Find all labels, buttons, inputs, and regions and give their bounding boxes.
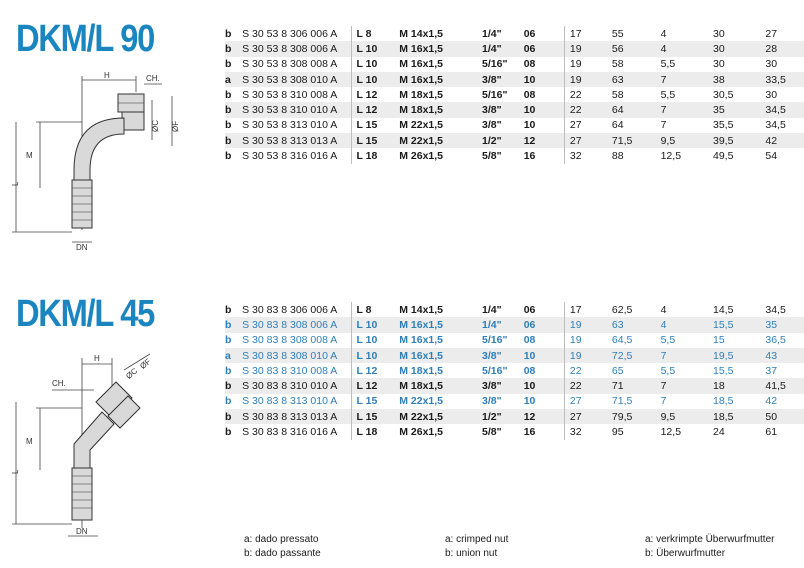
length-cell: 64,5 [611,334,633,347]
nut-type-cell: b [225,303,232,316]
thread-cell: M 22x1,5 [399,119,444,132]
h-cell: 18 [713,378,765,393]
inch-size-cell: 3/8" [482,378,524,393]
table-row [225,72,804,87]
thread-cell: M 18x1,5 [399,88,444,101]
length-cell: 71,5 [612,133,661,148]
dn-cell: 06 [524,317,565,332]
h-cell: 30 [713,41,765,56]
inch-size-cell: 5/16" [482,58,508,71]
ch-cell: 19 [564,41,612,56]
ch-cell: 17 [569,27,582,40]
bore-cell: 4 [661,41,713,56]
series-cell: L 12 [351,378,399,393]
table-row [225,424,804,439]
m-cell: 61 [765,426,778,439]
part-code-cell: S 30 83 8 313 010 A [242,394,351,409]
nut-type-cell: b [225,119,232,132]
length-cell: 71,5 [611,395,633,408]
bore-cell: 5,5 [660,88,676,101]
ch-cell: 27 [564,409,612,424]
thread-cell: M 18x1,5 [399,102,482,117]
fitting-90-drawing [12,70,192,250]
ch-cell: 22 [569,88,582,101]
h-cell: 30 [712,58,725,71]
series-cell: L 12 [351,102,399,117]
dim-f-label: ØF [171,120,180,132]
series-cell: L 10 [351,317,399,332]
h-cell: 35,5 [712,119,734,132]
table-row [225,394,804,409]
nut-type-cell: b [225,88,232,101]
h-cell: 35 [713,102,765,117]
dim-l-label: L [11,181,20,186]
inch-size-cell: 3/8" [482,72,524,87]
inch-size-cell: 3/8" [482,102,524,117]
dn-cell: 10 [524,394,565,409]
series-cell: L 18 [356,150,378,163]
nut-type-cell: b [225,364,232,377]
m-cell: 43 [765,348,804,363]
part-code-cell: S 30 83 8 306 006 A [242,302,351,317]
part-code-cell: S 30 83 8 310 010 A [242,378,351,393]
length-cell: 64 [611,119,624,132]
dn-cell: 10 [524,102,565,117]
ch-cell: 19 [569,58,582,71]
dim-dn-label: DN [76,243,88,252]
table-row [225,57,804,72]
series-cell: L 8 [356,303,372,316]
thread-cell: M 16x1,5 [399,317,482,332]
nut-type-cell: b [225,27,232,40]
bore-cell: 5,5 [660,364,676,377]
nut-type-cell: b [225,317,242,332]
inch-size-cell: 1/2" [482,409,524,424]
m-cell: 42 [765,133,804,148]
thread-cell: M 14x1,5 [399,303,444,316]
ch-cell: 22 [569,364,582,377]
bore-cell: 12,5 [660,426,682,439]
inch-size-cell: 3/8" [482,395,502,408]
length-cell: 56 [612,41,661,56]
table-row [225,41,804,56]
table-row [225,363,804,378]
series-cell: L 12 [356,364,378,377]
part-code-cell: S 30 83 8 308 008 A [242,333,351,348]
inch-size-cell: 3/8" [482,348,524,363]
length-cell: 88 [611,150,624,163]
bore-cell: 4 [660,27,667,40]
length-cell: 95 [611,426,624,439]
bore-cell: 7 [661,348,713,363]
table-row [225,333,804,348]
m-cell: 37 [765,364,778,377]
inch-size-cell: 3/8" [482,119,502,132]
m-cell: 34,5 [765,303,786,316]
m-cell: 28 [765,41,804,56]
thread-cell: M 18x1,5 [399,364,444,377]
m-cell: 34,5 [765,102,804,117]
h-cell: 14,5 [712,303,734,316]
table-row [225,409,804,424]
section-title-dkml-45: DKM/L 45 [16,293,154,335]
bore-cell: 7 [661,102,713,117]
table-row [225,348,804,363]
m-cell: 54 [765,150,778,163]
nut-type-cell: b [225,150,232,163]
m-cell: 42 [765,395,778,408]
thread-cell: M 26x1,5 [399,150,444,163]
legend-union-nut-it: b: dado passante [244,548,321,559]
dim-f-label-45: ØF [138,356,153,371]
bore-cell: 7 [661,72,713,87]
table-row [225,102,804,117]
dn-cell: 10 [524,348,565,363]
bore-cell: 12,5 [660,150,682,163]
series-cell: L 15 [351,133,399,148]
length-cell: 62,5 [611,303,633,316]
length-cell: 79,5 [612,409,661,424]
part-code-cell: S 30 53 8 308 006 A [242,41,351,56]
ch-cell: 22 [564,102,612,117]
series-cell: L 15 [356,395,378,408]
series-cell: L 10 [356,58,378,71]
legend-union-nut-en: b: union nut [445,548,498,559]
part-code-cell: S 30 53 8 310 010 A [242,102,351,117]
dim-m-label: M [26,151,33,160]
part-code-cell: S 30 83 8 313 013 A [242,409,351,424]
ch-cell: 22 [564,378,612,393]
part-code-cell: S 30 53 8 308 010 A [242,72,351,87]
ch-cell: 17 [569,303,582,316]
nut-type-cell: a [225,72,242,87]
length-cell: 63 [612,72,661,87]
part-code-cell: S 30 53 8 310 008 A [242,87,351,102]
series-cell: L 12 [356,88,378,101]
m-cell: 50 [765,409,804,424]
nut-type-cell: b [225,41,242,56]
legend-italian [244,533,321,561]
nut-type-cell: b [225,426,232,439]
table-row [225,302,804,317]
dn-cell: 08 [524,333,565,348]
thread-cell: M 22x1,5 [399,133,482,148]
m-cell: 34,5 [765,119,786,132]
series-cell: L 10 [351,348,399,363]
thread-cell: M 22x1,5 [399,409,482,424]
series-cell: L 8 [356,27,372,40]
inch-size-cell: 5/8" [482,150,502,163]
inch-size-cell: 5/16" [482,88,508,101]
h-cell: 15 [712,334,725,347]
table-row [225,133,804,148]
table-row [225,87,804,102]
part-code-cell: S 30 53 8 306 006 A [242,26,351,41]
thread-cell: M 14x1,5 [399,27,444,40]
dim-c-label: ØC [151,120,160,132]
thread-cell: M 16x1,5 [399,348,482,363]
bore-cell: 7 [661,378,713,393]
h-cell: 18,5 [712,395,734,408]
ch-cell: 19 [564,317,612,332]
h-cell: 24 [712,426,725,439]
dn-cell: 06 [524,41,565,56]
dn-cell: 08 [524,363,565,378]
bore-cell: 4 [661,317,713,332]
inch-size-cell: 5/16" [482,364,508,377]
dim-ch-label-45: CH. [52,379,66,388]
legend-crimped-nut-it: a: dado pressato [244,534,319,545]
m-cell: 33,5 [765,72,804,87]
thread-cell: M 16x1,5 [399,334,444,347]
length-cell: 58 [611,58,624,71]
dn-cell: 16 [524,148,565,163]
h-cell: 30,5 [712,88,734,101]
dim-c-label-45: ØC [124,366,140,381]
part-code-cell: S 30 53 8 313 010 A [242,118,351,133]
m-cell: 35 [765,317,804,332]
table-row [225,26,804,41]
thread-cell: M 22x1,5 [399,395,444,408]
length-cell: 71 [612,378,661,393]
length-cell: 64 [612,102,661,117]
length-cell: 63 [612,317,661,332]
m-cell: 30 [765,58,778,71]
m-cell: 41,5 [765,378,804,393]
fitting-45-drawing [12,350,192,540]
nut-type-cell: b [225,409,242,424]
m-cell: 27 [765,27,778,40]
bore-cell: 5,5 [660,58,676,71]
thread-cell: M 26x1,5 [399,426,444,439]
bore-cell: 9,5 [661,133,713,148]
nut-type-cell: b [225,102,242,117]
table-row [225,118,804,133]
dn-cell: 10 [524,118,565,133]
dim-ch-label: CH. [146,74,160,83]
dn-cell: 12 [524,133,565,148]
inch-size-cell: 1/4" [482,317,524,332]
dim-l-label-45: L [11,469,20,474]
ch-cell: 32 [569,150,582,163]
series-cell: L 10 [351,41,399,56]
dn-cell: 06 [524,302,565,317]
thread-cell: M 18x1,5 [399,378,482,393]
bore-cell: 9,5 [661,409,713,424]
spec-table-dkml-90 [225,26,804,164]
table-row [225,148,804,163]
ch-cell: 27 [564,133,612,148]
h-cell: 15,5 [712,364,734,377]
part-code-cell: S 30 83 8 308 006 A [242,317,351,332]
series-cell: L 15 [356,119,378,132]
legend-english [445,533,508,561]
dim-h-label: H [104,71,110,80]
series-cell: L 18 [356,426,378,439]
length-cell: 58 [611,88,624,101]
section-title-dkml-90: DKM/L 90 [16,18,154,60]
nut-type-cell: b [225,133,242,148]
thread-cell: M 16x1,5 [399,41,482,56]
part-code-cell: S 30 53 8 313 013 A [242,133,351,148]
dn-cell: 12 [524,409,565,424]
h-cell: 18,5 [713,409,765,424]
part-code-cell: S 30 83 8 316 016 A [242,424,351,439]
h-cell: 30 [712,27,725,40]
dim-dn-label-45: DN [76,527,88,536]
part-code-cell: S 30 83 8 310 008 A [242,363,351,378]
length-cell: 55 [611,27,624,40]
table-row [225,317,804,332]
nut-type-cell: b [225,378,242,393]
part-code-cell: S 30 53 8 316 016 A [242,148,351,163]
bore-cell: 5,5 [660,334,676,347]
inch-size-cell: 1/2" [482,133,524,148]
dn-cell: 08 [524,87,565,102]
inch-size-cell: 1/4" [482,41,524,56]
dim-h-label-45: H [94,354,100,363]
series-cell: L 15 [351,409,399,424]
bore-cell: 4 [660,303,667,316]
part-code-cell: S 30 53 8 308 008 A [242,57,351,72]
inch-size-cell: 5/16" [482,334,508,347]
h-cell: 39,5 [713,133,765,148]
inch-size-cell: 1/4" [482,27,502,40]
series-cell: L 10 [356,334,378,347]
dn-cell: 10 [524,378,565,393]
length-cell: 72,5 [612,348,661,363]
m-cell: 36,5 [765,334,786,347]
spec-table-dkml-45 [225,302,804,440]
table-row [225,378,804,393]
thread-cell: M 16x1,5 [399,72,482,87]
nut-type-cell: b [225,58,232,71]
thread-cell: M 16x1,5 [399,58,444,71]
dn-cell: 08 [524,57,565,72]
ch-cell: 19 [564,72,612,87]
h-cell: 19,5 [713,348,765,363]
legend-german [645,533,774,561]
ch-cell: 27 [569,119,582,132]
bore-cell: 7 [660,395,667,408]
length-cell: 65 [611,364,624,377]
ch-cell: 19 [564,348,612,363]
nut-type-cell: b [225,334,232,347]
legend-crimped-nut-en: a: crimped nut [445,534,509,545]
nut-type-cell: b [225,395,232,408]
dn-cell: 16 [524,424,565,439]
nut-type-cell: a [225,348,242,363]
part-code-cell: S 30 83 8 308 010 A [242,348,351,363]
h-cell: 15,5 [713,317,765,332]
inch-size-cell: 1/4" [482,303,502,316]
legend-union-nut-de: b: Überwurfmutter [645,548,726,559]
dim-m-label-45: M [26,437,33,446]
h-cell: 49,5 [712,150,734,163]
m-cell: 30 [765,88,778,101]
h-cell: 38 [713,72,765,87]
ch-cell: 32 [569,426,582,439]
dn-cell: 06 [524,26,565,41]
legend-crimped-nut-de: a: verkrimpte Überwurfmutter [645,534,775,545]
bore-cell: 7 [660,119,667,132]
series-cell: L 10 [351,72,399,87]
ch-cell: 19 [569,334,582,347]
dn-cell: 10 [524,72,565,87]
inch-size-cell: 5/8" [482,426,502,439]
ch-cell: 27 [569,395,582,408]
